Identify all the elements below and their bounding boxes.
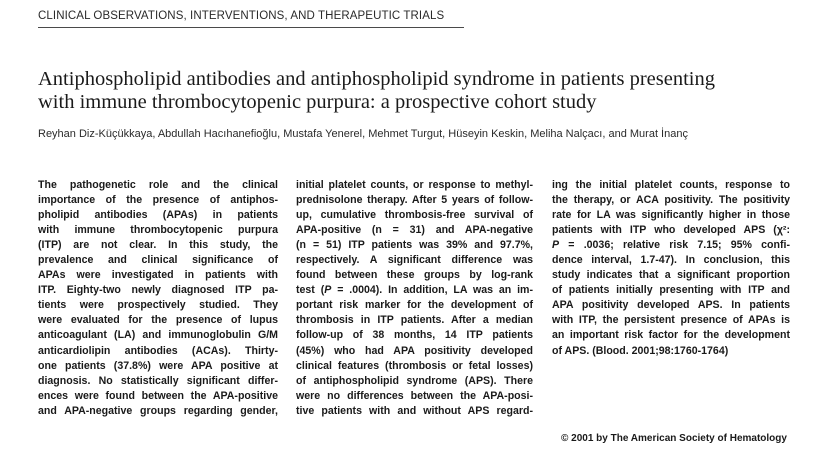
abstract-line: test (P = .0004). In addition, LA was an im- — [296, 284, 533, 297]
article-title — [38, 68, 808, 114]
abstract-line: P = .0036; relative risk 7.15; 95% confi- — [552, 239, 790, 252]
abstract-column-3 — [552, 178, 790, 359]
abstract-line: one patients (37.8%) were APA positive at — [38, 359, 278, 372]
abstract-line: an important risk factor for the development — [552, 329, 790, 342]
abstract-line: initial platelet counts, or response to methyl- — [296, 179, 533, 191]
abstract-line: anticoagulant (LA) and immunoglobulin G/M — [38, 329, 278, 342]
abstract-line: portant risk marker for the development of — [296, 299, 533, 312]
copyright-notice: © 2001 by The American Society of Hematology — [561, 433, 787, 444]
abstract-line: (ITP) are not clear. In this study, the — [38, 239, 278, 252]
abstract-line: of patients initially presenting with ITP and — [552, 284, 790, 297]
section-heading: CLINICAL OBSERVATIONS, INTERVENTIONS, AND THERAPEUTIC TRIALS — [38, 10, 464, 28]
abstract-line: diagnosis. No statistically significant differ- — [38, 374, 278, 387]
abstract-line: prednisolone therapy. After 5 years of follow- — [296, 194, 533, 207]
abstract-line: APA-positive (n = 31) and APA-negative — [296, 224, 533, 237]
abstract-line: respectively. A significant difference was — [296, 254, 533, 267]
abstract-line: importance of the presence of antiphos- — [38, 194, 278, 207]
abstract-line: APA positivity developed APS. In patients — [552, 299, 790, 312]
abstract-line: thrombosis in ITP patients. After a median — [296, 314, 533, 327]
title-line: with immune thrombocytopenic purpura: a prospective cohort study — [38, 91, 597, 113]
abstract-column-2 — [296, 178, 533, 419]
author-list: Reyhan Diz-Küçükkaya, Abdullah Hacıhanefioğlu, Mustafa Yenerel, Mehmet Turgut, Hüseyin Keskin, Meliha Nalçacı, and Murat İnanç — [38, 128, 688, 140]
abstract-column-1 — [38, 178, 278, 419]
abstract-line: up, cumulative thrombosis-free survival of — [296, 209, 533, 222]
abstract-line: dence interval, 1.7-47). In conclusion, this — [552, 254, 790, 267]
abstract-line: were no differences between the APA-posi- — [296, 389, 533, 402]
abstract-line: tive patients with and without APS regard- — [296, 404, 533, 417]
abstract-line: with immune thrombocytopenic purpura — [38, 224, 278, 237]
abstract-line: prevalence and clinical significance of — [38, 254, 278, 267]
abstract-line: the therapy, or ACA positivity. The positivity — [552, 194, 790, 207]
abstract-line: rate for LA was significantly higher in those — [552, 209, 790, 222]
abstract-line: ences were found between the APA-positive — [38, 389, 278, 402]
abstract-line: tients were prospectively studied. They — [38, 299, 278, 312]
abstract-line: study indicates that a significant proportion — [552, 269, 790, 282]
abstract-line: pholipid antibodies (APAs) in patients — [38, 209, 278, 222]
abstract-line: were evaluated for the presence of lupus — [38, 314, 278, 327]
abstract-line: follow-up of 38 months, 14 ITP patients — [296, 329, 533, 342]
abstract-line: ITP. Eighty-two newly diagnosed ITP pa- — [38, 284, 278, 297]
abstract-line: patients with ITP who developed APS (χ²: — [552, 224, 790, 237]
abstract-line: of antiphospholipid syndrome (APS). There — [296, 374, 533, 387]
abstract-line: The pathogenetic role and the clinical — [38, 179, 278, 191]
abstract-line: clinical features (thrombosis or fetal losses) — [296, 359, 533, 372]
abstract-line: APAs were investigated in patients with — [38, 269, 278, 282]
abstract-line: anticardiolipin antibodies (ACAs). Thirty- — [38, 344, 278, 357]
abstract-line: (n = 51) ITP patients was 39% and 97.7%, — [296, 239, 533, 252]
title-line: Antiphospholipid antibodies and antiphospholipid syndrome in patients presenting — [38, 68, 716, 90]
abstract-line: and APA-negative groups regarding gender, — [38, 404, 278, 417]
abstract-line: of APS. (Blood. 2001;98:1760-1764) — [552, 344, 729, 357]
abstract-line: found between these groups by log-rank — [296, 269, 533, 282]
abstract-line: with ITP, the persistent presence of APAs is — [552, 314, 790, 327]
abstract-line: ing the initial platelet counts, response to — [552, 179, 790, 191]
abstract-line: (45%) who had APA positivity developed — [296, 344, 533, 357]
